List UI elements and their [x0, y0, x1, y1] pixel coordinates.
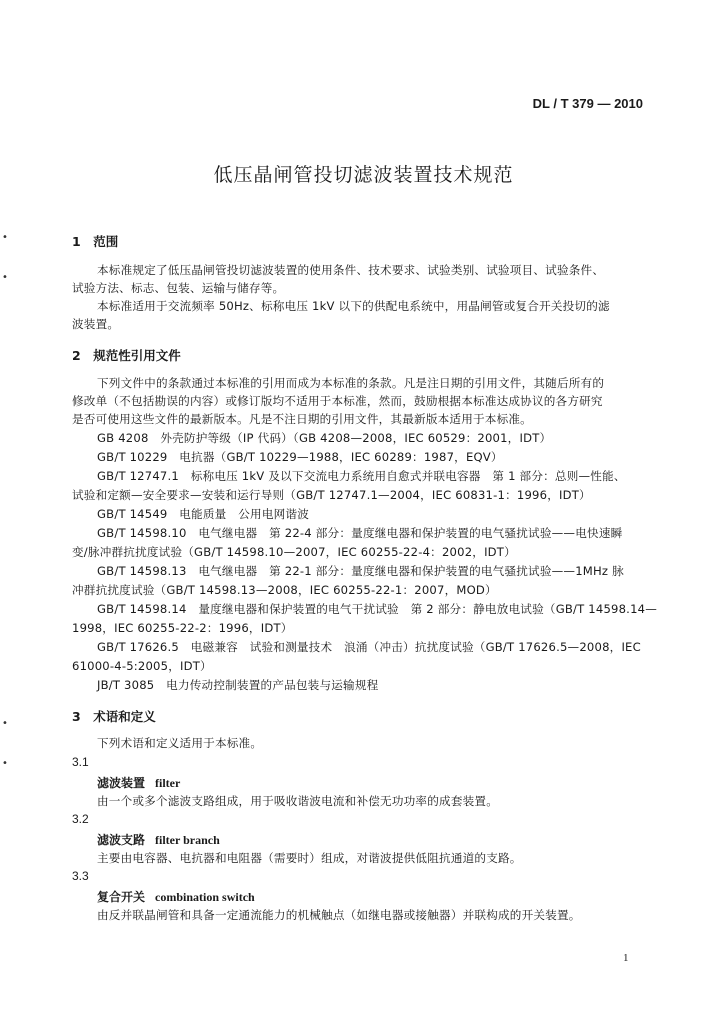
paragraph-line: 是否可使用这些文件的最新版本。凡是不注日期的引用文件，其最新版本适用于本标准。 [72, 412, 532, 426]
paragraph-line: 下列术语和定义适用于本标准。 [97, 736, 263, 750]
reference-line: GB/T 14598.14 量度继电器和保护装置的电气干扰试验 第 2 部分：静电放电试验（GB/T 14598.14— [97, 602, 658, 616]
term-title [97, 888, 255, 905]
reference-line: 试验和定额—安全要求—安装和运行导则（GB/T 12747.1—2004，IEC 60831-1：1996，IDT） [72, 488, 591, 502]
term-definition: 由一个或多个滤波支路组成，用于吸收谐波电流和补偿无功功率的成套装置。 [97, 794, 498, 808]
reference-line: GB/T 14549 电能质量 公用电网谐波 [97, 507, 310, 521]
term-definition: 由反并联晶闸管和具备一定通流能力的机械触点（如继电器或接触器）并联构成的开关装置。 [97, 908, 581, 922]
reference-line: 1998，IEC 60255-22-2：1996，IDT） [72, 621, 293, 635]
reference-line: GB 4208 外壳防护等级（IP 代码）（GB 4208—2008，IEC 60529：2001，IDT） [97, 431, 552, 445]
term-title [97, 774, 180, 791]
term-number: 3.3 [72, 869, 89, 883]
reference-line: GB/T 12747.1 标称电压 1kV 及以下交流电力系统用自愈式并联电容器 第 1 部分：总则—性能、 [97, 469, 626, 483]
term-en: filter [155, 776, 181, 790]
paragraph-line: 本标准适用于交流频率 50Hz、标称电压 1kV 以下的供配电系统中，用晶闸管或复合开关投切的滤 [97, 299, 610, 313]
term-zh: 滤波支路 [97, 833, 146, 847]
document-code: DL / T 379 — 2010 [532, 96, 643, 111]
section-1-heading: 1 范围 [72, 234, 119, 249]
section-2-heading: 2 规范性引用文件 [72, 348, 181, 363]
reference-line: GB/T 10229 电抗器（GB/T 10229—1988，IEC 60289：1987，EQV） [97, 450, 503, 464]
margin-mark: • [2, 758, 8, 769]
term-en: combination switch [155, 890, 255, 904]
reference-line: GB/T 14598.10 电气继电器 第 22-4 部分：量度继电器和保护装置的电气骚扰试验——电快速瞬 [97, 526, 623, 540]
section-3-heading: 3 术语和定义 [72, 709, 156, 724]
margin-mark: • [2, 232, 8, 243]
reference-line: JB/T 3085 电力传动控制装置的产品包装与运输规程 [97, 678, 379, 692]
margin-mark: • [2, 718, 8, 729]
reference-line: 冲群抗扰度试验（GB/T 14598.13—2008，IEC 60255-22-1：2007，MOD） [72, 583, 497, 597]
paragraph-line: 下列文件中的条款通过本标准的引用而成为本标准的条款。凡是注日期的引用文件，其随后所有的 [97, 376, 605, 390]
reference-line: 61000-4-5:2005，IDT） [72, 659, 212, 673]
term-number: 3.1 [72, 755, 89, 769]
page-number: 1 [623, 952, 629, 964]
term-title [97, 831, 220, 848]
margin-mark: • [2, 272, 8, 283]
term-definition: 主要由电容器、电抗器和电阻器（需要时）组成，对谐波提供低阻抗通道的支路。 [97, 851, 522, 865]
reference-line: GB/T 17626.5 电磁兼容 试验和测量技术 浪涌（冲击）抗扰度试验（GB/T 17626.5—2008，IEC [97, 640, 641, 654]
paragraph-line: 试验方法、标志、包装、运输与储存等。 [72, 281, 285, 295]
paragraph-line: 修改单（不包括勘误的内容）或修订版均不适用于本标准，然而，鼓励根据本标准达成协议的各方研究 [72, 394, 603, 408]
paragraph-line: 波装置。 [72, 317, 120, 331]
term-zh: 滤波装置 [97, 776, 146, 790]
paragraph-line: 本标准规定了低压晶闸管投切滤波装置的使用条件、技术要求、试验类别、试验项目、试验条件、 [97, 263, 605, 277]
reference-line: GB/T 14598.13 电气继电器 第 22-1 部分：量度继电器和保护装置的电气骚扰试验——1MHz 脉 [97, 564, 624, 578]
document-title: 低压晶闸管投切滤波装置技术规范 [213, 164, 514, 186]
term-number: 3.2 [72, 812, 89, 826]
term-zh: 复合开关 [97, 890, 146, 904]
reference-line: 变/脉冲群抗扰度试验（GB/T 14598.10—2007，IEC 60255-22-4：2002，IDT） [72, 545, 516, 559]
term-en: filter branch [155, 833, 220, 847]
